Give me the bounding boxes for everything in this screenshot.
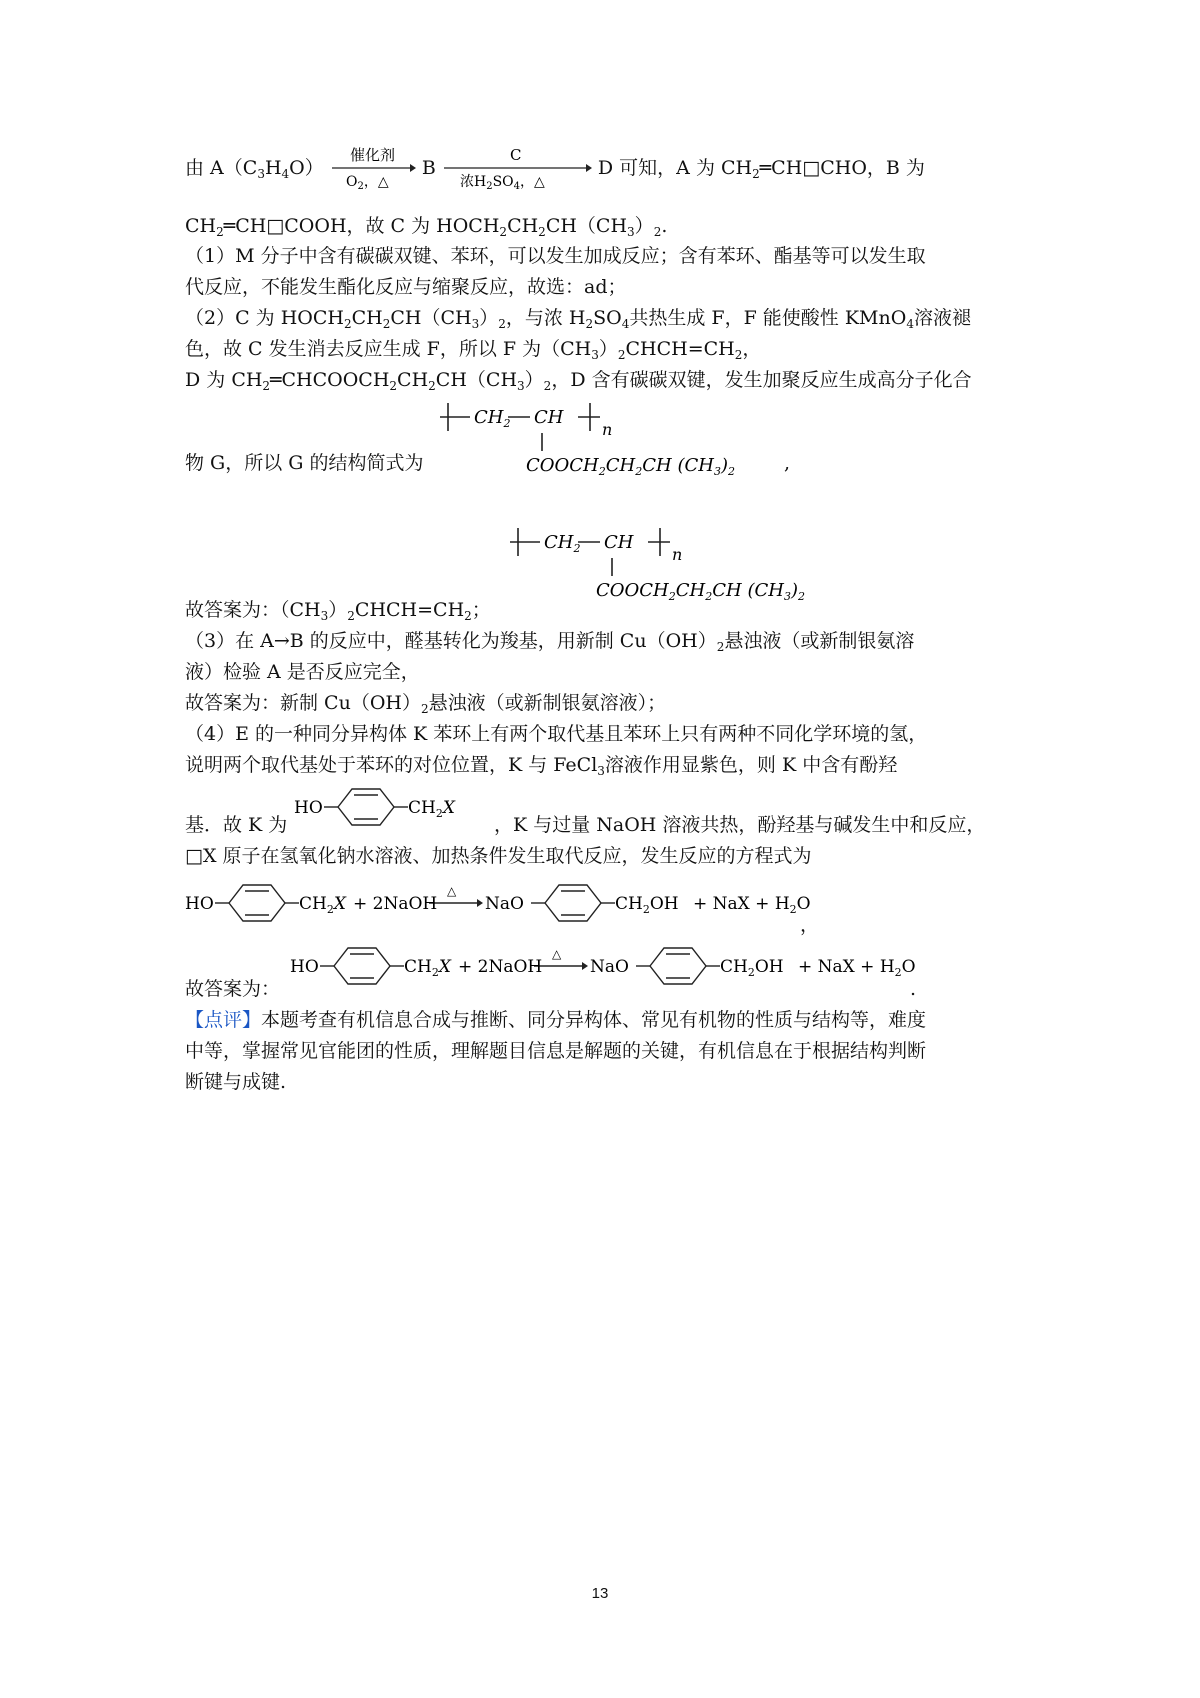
svg-text:n: n [672,545,683,564]
reaction-equation-1 [185,873,825,933]
svg-text:O2，△: $O_2$，△ [345,174,389,192]
svg-text:CH2X: $CH_2X$ [404,957,451,979]
q1-line-1: （1）M 分子中含有碳碳双键、苯环，可以发生加成反应；含有苯环、酯基等可以发生取 [185,245,926,267]
q2-line-4: 物 G，所以 G 的结构简式为 [185,452,424,474]
svg-text:CH2: $CH_2$ [474,407,511,430]
eq1-end: ， [800,914,820,936]
q3-answer: 故答案为：新制 $Cu(OH)_2$悬浊液（或新制银氨溶液）； [185,692,667,716]
svg-text:COOCH2CH2CH (CH3)2: $COOCH_2CH_2CH$ $(CH_3)_2$ [596,580,805,603]
q4-line-2: 说明两个取代基处于苯环的对位位置，K 与 FeCl$_3$溶液作用显紫色，则 K 中含有酚羟 [185,754,898,778]
polymer-structure-2 [500,520,820,610]
svg-text:n: n [602,420,613,439]
svg-text:+ NaX + H2O: + NaX + $H_2O$ [798,957,916,979]
svg-text:CH2X: $CH_2X$ [408,798,455,820]
q2-line-3: D 为 $CH_2═CHCOOCH_2CH_2CH(CH_3)_2$，D 含有碳碳双键，发生加聚反应生成高分子化合 [185,369,972,393]
intro-line-1: 由 $A(C_3H_4O)$ 催化剂 $O_2$，△ B C 浓$H_2SO_4$，△ D 可知，A 为 $CH_2═CH□CHO$，B 为 [185,146,925,192]
svg-text:浓H2SO4，△: 浓$H_2SO_4$，△ [459,174,545,192]
q2-answer: 故答案为：$(CH_3)_2CHCH=CH_2$； [185,599,491,623]
svg-text:HO: HO [185,894,214,914]
q2-line-2: 色，故 C 发生消去反应生成 F，所以 F 为$(CH_3)_2CHCH=CH_2$， [185,338,762,362]
review-line-2: 中等，掌握常见官能团的性质，理解题目信息是解题的关键，有机信息在于根据结构判断 [185,1040,927,1062]
svg-text:HO: HO [294,798,323,818]
q4-line-1: （4）E 的一种同分异构体 K 苯环上有两个取代基且苯环上只有两种不同化学环境的氢， [185,723,928,745]
svg-text:CH: CH [604,532,634,553]
svg-text:△: △ [552,947,562,961]
q4-line-4: □X 原子在氢氧化钠水溶液、加热条件发生取代反应，发生反应的方程式为 [185,845,812,867]
svg-text:CH2OH: $CH_2OH$ [615,894,679,916]
polymer-structure-1 [430,395,750,485]
q3-line-2: 液）检验 A 是否反应完全， [185,661,420,683]
svg-text:+ 2NaOH: + 2NaOH [353,894,438,914]
q3-line-1: （3）在 A→B 的反应中，醛基转化为羧基，用新制 $Cu(OH)_2$悬浊液（或新制银氨溶 [185,630,915,654]
svg-text:CH2: $CH_2$ [544,532,581,555]
arrow-catalyst-2 [442,146,592,192]
intro-line-2: $CH_2═CH□COOH$，故 C 为 $HOCH_2CH_2CH(CH_3)_2$. [185,215,668,239]
svg-text:C: C [509,146,522,164]
q4-line-3a: 基．故 K 为 [185,814,288,836]
reaction-equation-2 [290,936,930,996]
q2-line-1: （2）C 为 $HOCH_2CH_2CH(CH_3)_2$，与浓 $H_2SO_4$共热生成 F，F 能使酸性 KMnO$_4$溶液褪 [185,307,971,331]
svg-text:△: △ [447,884,457,898]
svg-text:NaO: NaO [590,957,629,977]
q1-line-2: 代反应，不能发生酯化反应与缩聚反应，故选：ad； [185,276,627,298]
review-line-3: 断键与成键. [185,1071,287,1093]
q4-answer-label: 故答案为： [185,978,281,1000]
q4-line-3b: ，K 与过量 NaOH 溶液共热，酚羟基与碱发生中和反应， [494,814,986,836]
q4-answer-end: . [910,978,917,1000]
molecule-k [292,783,492,833]
review-tag: 【点评】 [185,1009,262,1031]
page-number: 13 [591,1585,609,1602]
svg-text:CH: CH [534,407,564,428]
arrow-catalyst-1 [330,146,416,192]
svg-text:CH2OH: $CH_2OH$ [720,957,784,979]
svg-text:CH2X: $CH_2X$ [299,894,346,916]
svg-text:HO: HO [290,957,319,977]
svg-text:+ 2NaOH: + 2NaOH [458,957,543,977]
svg-text:催化剂: 催化剂 [349,146,395,164]
review-line-1: 【点评】本题考查有机信息合成与推断、同分异构体、常见有机物的性质与结构等，难度 [185,1009,927,1031]
svg-text:COOCH2CH2CH (CH3)2: $COOCH_2CH_2CH$ $(CH_3)_2$ [526,455,735,478]
svg-text:NaO: NaO [485,894,524,914]
q2-line-4-end: , [784,452,791,474]
svg-text:+ NaX + H2O: + NaX + $H_2O$ [693,894,811,916]
